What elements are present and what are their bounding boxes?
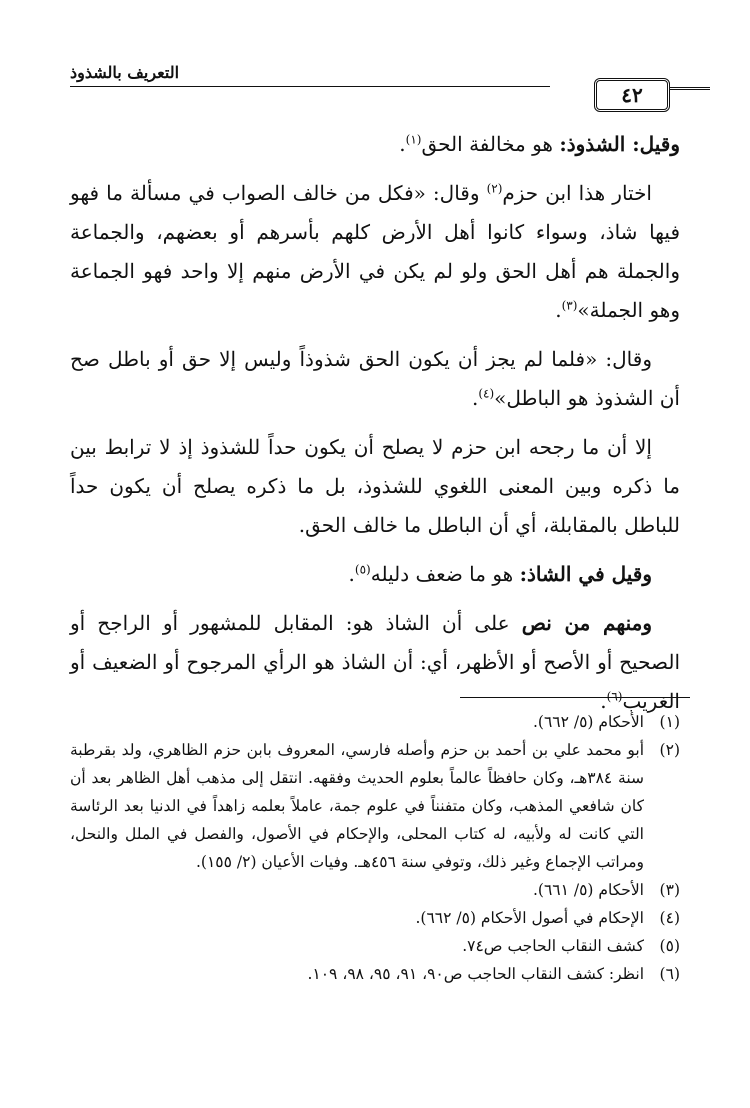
paragraph-end: . [348,562,355,586]
footnote-item [70,736,680,876]
paragraph-6 [70,604,680,721]
paragraph-1 [70,125,680,164]
footnote-ref[interactable]: (٥) [354,562,371,577]
footnote-text: الأحكام (٥/ ٦٦١). [532,881,644,899]
footnote-text: الإحكام في أصول الأحكام (٥/ ٦٦٢). [415,909,644,927]
footnote-ref[interactable]: (١) [405,132,422,147]
footnote-ref[interactable]: (٢) [486,181,503,196]
paragraph-text: هو مخالفة الحق [421,132,560,156]
footnote-item [70,932,680,960]
footnote-number: (٦) [659,965,680,983]
footnotes [70,708,680,988]
paragraph-end: . [600,689,607,713]
footnote-item [70,904,680,932]
footnote-ref[interactable]: (٣) [561,298,578,313]
main-text [70,125,680,731]
footnote-separator [460,697,690,698]
paragraph-text: وقال: «فكل من خالف الصواب في مسألة ما فهو فيها شاذ، وسواء كانوا أهل الأرض كلهم بأسرهم أو بعضهم، والجماعة والجملة هم أهل الحق ولو لم يكن في الأرض منهم إلا واحد فهو الجماعة وهو الجملة» [70,181,680,322]
paragraph-text: على أن الشاذ هو: المقابل للمشهور أو الراجح أو الصحيح أو الأصح أو الأظهر، أي: أن الشاذ هو الرأي المرجوح أو الضعيف أو الغريب [70,611,680,713]
header-rule [70,86,550,87]
footnote-item [70,960,680,988]
footnote-text: الأحكام (٥/ ٦٦٢). [532,713,644,731]
footnote-text: أبو محمد علي بن أحمد بن حزم وأصله فارسي، المعروف بابن حزم الظاهري، ولد بقرطبة سنة ٣٨٤هـ، وكان حافظاً عالماً بعلوم الحديث وفقهه. انتقل إلى مذهب أهل الظاهر بعد أن كان شافعي المذهب، وكان متفنناً في علوم جمة، عاملاً بعلمه زاهداً في الدنيا بعد الرئاسة التي كانت له ولأبيه، له كتاب المحلى، والإحكام في الأصول، والفصل في الملل والنحل، ومراتب الإجماع وغير ذلك، وتوفي سنة ٤٥٦هـ. وفيات الأعيان (٢/ ١٥٥). [70,741,644,871]
footnote-ref[interactable]: (٤) [478,386,495,401]
paragraph-text: هو ما ضعف دليله [370,562,520,586]
running-header [70,55,680,110]
footnote-number: (٥) [659,937,680,955]
paragraph-end: . [555,298,562,322]
footnote-number: (٣) [659,881,680,899]
footnote-number: (٢) [659,741,680,759]
header-title: التعريف بالشذوذ [70,63,180,82]
footnote-number: (٤) [659,909,680,927]
footnote-ref[interactable]: (٦) [606,689,623,704]
paragraph-end: . [399,132,406,156]
paragraph-2 [70,174,680,330]
footnote-text: انظر: كشف النقاب الحاجب ص٩٠، ٩١، ٩٥، ٩٨، ١٠٩. [307,965,644,983]
footnote-number: (١) [659,713,680,731]
page-number: ٤٢ [594,78,670,112]
paragraph-lead: وقيل: الشذوذ: [559,132,680,156]
footnote-item [70,708,680,736]
paragraph-4 [70,428,680,545]
paragraph-lead: ومنهم من نص [521,611,652,635]
paragraph-lead: وقيل في الشاذ: [519,562,652,586]
page-number-ornament [670,87,710,90]
footnote-item [70,876,680,904]
paragraph-3 [70,340,680,418]
paragraph-5 [70,555,680,594]
paragraph-end: . [471,386,479,410]
paragraph-text: اختار هذا ابن حزم [502,181,652,205]
footnote-text: كشف النقاب الحاجب ص٧٤. [462,937,644,955]
paragraph-text: وقال: «فلما لم يجز أن يكون الحق شذوذاً وليس إلا حق أو باطل صح أن الشذوذ هو الباطل» [70,347,680,410]
paragraph-text: إلا أن ما رجحه ابن حزم لا يصلح أن يكون حداً للشذوذ إذ لا ترابط بين ما ذكره وبين المعنى اللغوي للشذوذ، بل ما ذكره يصلح أن يكون حداً للباطل بالمقابلة، أي أن الباطل ما خالف الحق. [70,435,680,537]
